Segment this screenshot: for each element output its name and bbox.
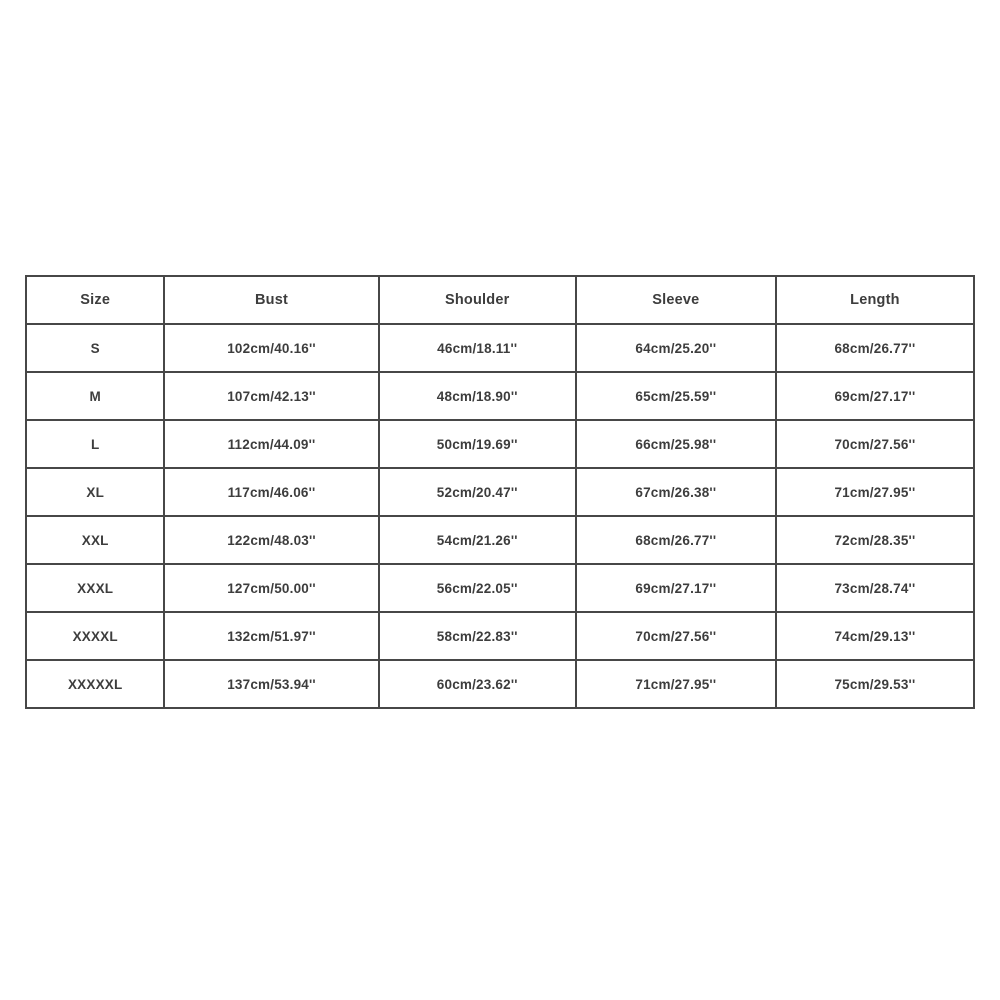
measurement-cell: 117cm/46.06'': [164, 468, 378, 516]
table-row: [26, 564, 974, 612]
table-body: [26, 324, 974, 708]
measurement-cell: 74cm/29.13'': [776, 612, 974, 660]
measurement-cell: 75cm/29.53'': [776, 660, 974, 708]
measurement-cell: 46cm/18.11'': [379, 324, 576, 372]
measurement-cell: 72cm/28.35'': [776, 516, 974, 564]
measurement-cell: 73cm/28.74'': [776, 564, 974, 612]
measurement-cell: 132cm/51.97'': [164, 612, 378, 660]
measurement-cell: 69cm/27.17'': [576, 564, 776, 612]
size-label-cell: XXXXL: [26, 612, 164, 660]
measurement-cell: 48cm/18.90'': [379, 372, 576, 420]
measurement-cell: 50cm/19.69'': [379, 420, 576, 468]
column-header-size: Size: [26, 276, 164, 324]
measurement-cell: 66cm/25.98'': [576, 420, 776, 468]
measurement-cell: 54cm/21.26'': [379, 516, 576, 564]
size-label-cell: XXXL: [26, 564, 164, 612]
measurement-cell: 64cm/25.20'': [576, 324, 776, 372]
table-row: [26, 372, 974, 420]
column-header-sleeve: Sleeve: [576, 276, 776, 324]
measurement-cell: 70cm/27.56'': [576, 612, 776, 660]
size-label-cell: S: [26, 324, 164, 372]
table-row: [26, 468, 974, 516]
measurement-cell: 60cm/23.62'': [379, 660, 576, 708]
header-row: [26, 276, 974, 324]
measurement-cell: 58cm/22.83'': [379, 612, 576, 660]
table-row: [26, 612, 974, 660]
measurement-cell: 69cm/27.17'': [776, 372, 974, 420]
column-header-length: Length: [776, 276, 974, 324]
measurement-cell: 56cm/22.05'': [379, 564, 576, 612]
column-header-shoulder: Shoulder: [379, 276, 576, 324]
measurement-cell: 71cm/27.95'': [776, 468, 974, 516]
size-chart-table: [25, 275, 975, 709]
measurement-cell: 127cm/50.00'': [164, 564, 378, 612]
measurement-cell: 137cm/53.94'': [164, 660, 378, 708]
size-label-cell: XXL: [26, 516, 164, 564]
size-label-cell: XXXXXL: [26, 660, 164, 708]
measurement-cell: 102cm/40.16'': [164, 324, 378, 372]
table-row: [26, 324, 974, 372]
table-row: [26, 420, 974, 468]
measurement-cell: 68cm/26.77'': [576, 516, 776, 564]
size-label-cell: M: [26, 372, 164, 420]
table-row: [26, 660, 974, 708]
measurement-cell: 71cm/27.95'': [576, 660, 776, 708]
measurement-cell: 52cm/20.47'': [379, 468, 576, 516]
measurement-cell: 65cm/25.59'': [576, 372, 776, 420]
table-row: [26, 516, 974, 564]
size-label-cell: L: [26, 420, 164, 468]
measurement-cell: 68cm/26.77'': [776, 324, 974, 372]
measurement-cell: 107cm/42.13'': [164, 372, 378, 420]
measurement-cell: 122cm/48.03'': [164, 516, 378, 564]
measurement-cell: 70cm/27.56'': [776, 420, 974, 468]
measurement-cell: 67cm/26.38'': [576, 468, 776, 516]
measurement-cell: 112cm/44.09'': [164, 420, 378, 468]
column-header-bust: Bust: [164, 276, 378, 324]
size-label-cell: XL: [26, 468, 164, 516]
